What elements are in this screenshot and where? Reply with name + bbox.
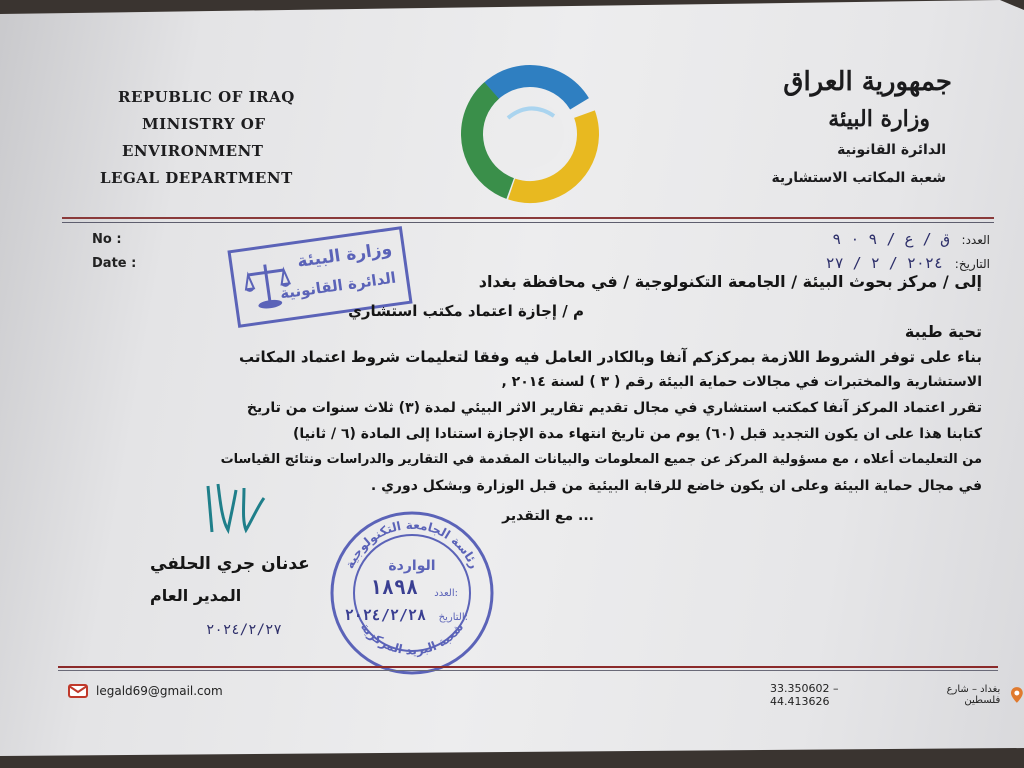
- ministry-logo: [450, 58, 610, 210]
- signatory-name: عدنان جري الحلفي: [150, 554, 310, 574]
- letter-subject: م / إجازة اعتماد مكتب استشاري: [348, 302, 584, 320]
- footer-divider-thin: [58, 670, 998, 671]
- no-label: No :: [92, 232, 122, 247]
- signatory-title: المدير العام: [150, 586, 242, 605]
- mail-icon: [68, 684, 88, 698]
- footer-email: [68, 684, 223, 698]
- letter-closing: ... مع التقدير: [502, 508, 594, 524]
- coordinates: 33.350602 – 44.413626: [770, 682, 839, 708]
- en-line-ministry: MINISTRY OF: [142, 115, 266, 133]
- footer-address: [770, 682, 1024, 708]
- ar-date-label: التاريخ:: [954, 257, 990, 271]
- incoming-mail-stamp: [328, 508, 496, 678]
- stamp-department-text: الدائرة القانونية: [278, 268, 398, 303]
- letter-greeting: تحية طيبة: [904, 322, 982, 341]
- date-label: Date :: [92, 256, 137, 271]
- svg-text:شعبة البريد المركزية: [358, 620, 466, 658]
- ar-ministry: وزارة البيئة: [828, 106, 930, 132]
- body-line-1: بناء على توفر الشروط اللازمة بمركزكم آنفا وبالكادر العامل فيه وفقا لتعليمات شروط اعتماد المكاتب: [239, 348, 982, 366]
- en-line-republic: REPUBLIC OF IRAQ: [118, 88, 295, 106]
- email-address[interactable]: legald69@gmail.com: [96, 684, 223, 698]
- letter-recipient: إلى / مركز بحوث البيئة / الجامعة التكنولوجية / في محافظة بغداد: [478, 272, 982, 291]
- body-line-5: من التعليمات أعلاه ، مع مسؤولية المركز عن جميع المعلومات والبيانات المقدمة في التقارير والدراسات ونتائج القياسات: [220, 452, 982, 467]
- ar-number-row: [832, 230, 990, 248]
- arabic-letterhead: [771, 62, 952, 192]
- stamp-date-value: ٢٠٢٤/٢/٢٨: [344, 606, 426, 624]
- ar-date-value: ٢٠٢٤ / ٢ / ٢٧: [825, 254, 943, 272]
- stamp-no-label: العدد:: [434, 588, 458, 599]
- body-line-4: كتابنا هذا على ان يكون التجديد قبل (٦٠) يوم من تاريخ انتهاء مدة الإجازة استنادا إلى المادة (٦ / ثانيا): [292, 426, 982, 442]
- ar-republic: جمهورية العراق: [783, 67, 952, 97]
- body-line-6: في مجال حماية البيئة وعلى ان يكون خاضع للرقابة البيئية من قبل الوزارة وبشكل دوري .: [370, 478, 982, 494]
- ar-section: شعبة المكاتب الاستشارية: [771, 170, 946, 186]
- stamp-ministry-text: وزارة البيئة: [296, 238, 394, 272]
- stamp-no-value: ١٨٩٨: [369, 575, 418, 599]
- ar-department: الدائرة القانونية: [837, 142, 946, 158]
- ar-number-value: ق / ع / ٩ ٠ ٩: [832, 230, 950, 248]
- signature-date: ٢٠٢٤/٢/٢٧: [206, 622, 282, 638]
- en-line-environment: ENVIRONMENT: [122, 142, 264, 160]
- stamp-ring-top-text: رئاسة الجامعة التكنولوجية: [342, 517, 482, 571]
- header-divider: [62, 217, 994, 219]
- ar-date-row: [826, 254, 990, 272]
- en-line-department: LEGAL DEPARTMENT: [100, 169, 293, 187]
- header-divider-thin: [62, 222, 994, 223]
- stamp-incoming-title: الواردة: [388, 558, 436, 574]
- body-line-3: تقرر اعتماد المركز آنفا كمكتب استشاري في مجال تقديم تقارير الاثر البيئي لمدة (٣) ثلاث سنوات من تاريخ: [246, 400, 982, 416]
- location-pin-icon: [1010, 686, 1024, 704]
- ar-number-label: العدد:: [961, 233, 990, 247]
- handwritten-signature: [200, 480, 270, 540]
- footer-divider: [58, 666, 998, 668]
- street-address: بغداد – شارع فلسطين: [946, 684, 1001, 706]
- stamp-date-label: التاريخ:: [438, 612, 468, 623]
- body-line-2: الاستشارية والمختبرات في مجالات حماية البيئة رقم ( ٣ ) لسنة ٢٠١٤ ,: [501, 374, 982, 390]
- english-letterhead: [100, 84, 295, 192]
- stamp-ring-bottom-text: شعبة البريد المركزية: [357, 619, 467, 658]
